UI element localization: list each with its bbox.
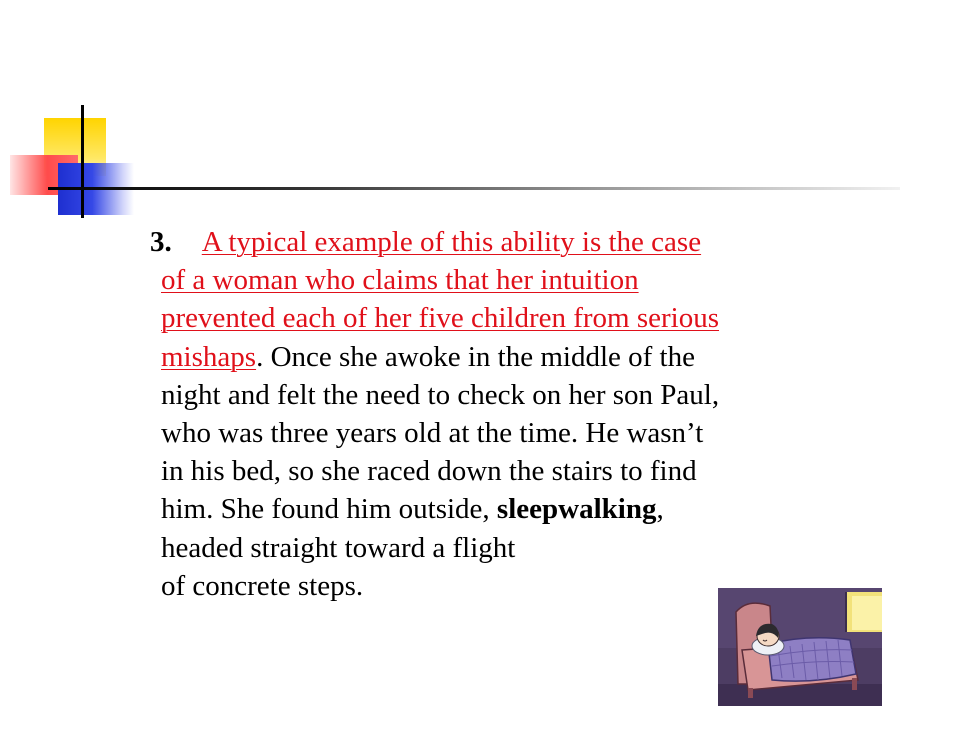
body-text: him. She found him outside,	[161, 493, 497, 526]
highlighted-text: of a woman who claims that her intuition	[161, 264, 639, 297]
item-number: 3.	[150, 226, 172, 258]
body-text: headed straight toward a flight	[161, 531, 516, 564]
body-text: who was three years old at the time. He wasn’t	[161, 417, 704, 450]
text-line-5	[150, 376, 910, 414]
highlighted-text: mishaps	[161, 340, 257, 373]
text-line-3	[150, 299, 910, 337]
child-sleeping-in-bed-image	[718, 588, 882, 706]
title-divider-line	[48, 187, 900, 190]
text-line-1	[150, 223, 910, 261]
text-line-6	[150, 414, 910, 452]
text-line-7	[150, 452, 910, 490]
slide-body-text	[150, 223, 910, 605]
body-text: of concrete steps.	[161, 569, 364, 602]
text-line-2	[150, 261, 910, 299]
text-line-9	[150, 529, 910, 567]
body-text: in his bed, so she raced down the stairs to find	[161, 455, 697, 488]
vertical-rule	[81, 105, 84, 218]
body-text: ,	[656, 493, 664, 526]
text-line-8	[150, 490, 910, 528]
highlighted-text: A typical example of this ability is the case	[201, 226, 702, 258]
decorative-corner-logo	[0, 0, 140, 230]
highlighted-text: prevented each of her five children from serious	[161, 302, 720, 335]
text-line-4	[150, 338, 910, 376]
body-text: . Once she awoke in the middle of the	[256, 340, 695, 373]
body-text: night and felt the need to check on her son Paul,	[161, 378, 720, 411]
bold-keyword: sleepwalking	[496, 493, 657, 526]
